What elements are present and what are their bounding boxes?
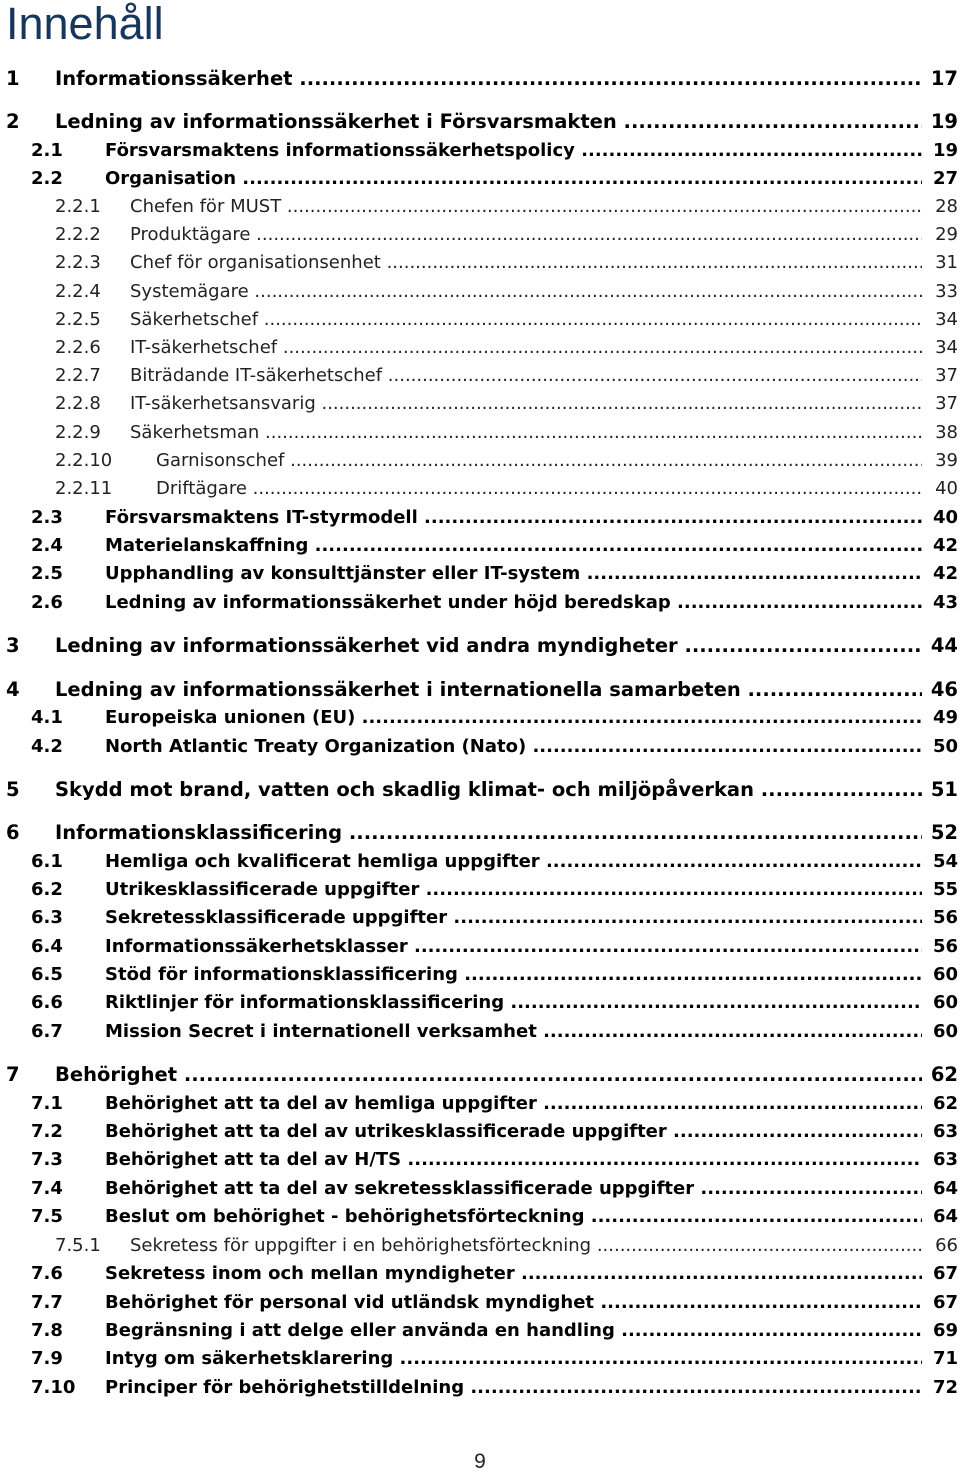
toc-entry-number: 7.7 [31, 1292, 63, 1313]
toc-entry-title: IT-säkerhetschef ..... [130, 335, 922, 361]
toc-entry-number: 2.1 [31, 140, 63, 161]
toc-entry-title: Produktägare ..... [130, 222, 922, 248]
toc-entry-page: 19 [925, 109, 958, 135]
toc-entry-title: Driftägare ..... [156, 476, 922, 502]
toc-entry-number: 5 [6, 778, 20, 801]
toc-entry[interactable] [0, 1019, 960, 1045]
toc-entry[interactable] [0, 1204, 960, 1230]
toc-entry-page: 63 [927, 1119, 958, 1145]
toc-entry[interactable] [0, 279, 960, 305]
toc-entry-title: Ledning av informationssäkerhet i Försvarsmakten ..... [55, 109, 922, 135]
toc-entry-title: Informationssäkerhet ..... [55, 66, 922, 92]
toc-entry-page: 38 [929, 420, 958, 446]
toc-entry-page: 46 [925, 677, 958, 703]
toc-entry[interactable] [0, 250, 960, 276]
toc-entry-title: Organisation ..... [105, 166, 922, 192]
toc-entry-page: 42 [927, 533, 958, 559]
toc-entry-number: 7.5 [31, 1206, 63, 1227]
toc-entry-page: 60 [927, 1019, 958, 1045]
toc-entry-number: 2.2.7 [55, 365, 101, 386]
toc-entry[interactable] [0, 533, 960, 559]
toc-entry-number: 7.8 [31, 1320, 63, 1341]
toc-entry-page: 28 [929, 194, 958, 220]
toc-entry-page: 29 [929, 222, 958, 248]
toc-entry[interactable] [0, 391, 960, 417]
toc-entry-title: Principer för behörighetstilldelning ..... [105, 1375, 922, 1401]
toc-entry-title: Intyg om säkerhetsklarering ..... [105, 1346, 922, 1372]
toc-entry[interactable] [0, 166, 960, 192]
toc-entry-title: Behörighet att ta del av H/TS ..... [105, 1147, 922, 1173]
toc-entry[interactable] [0, 849, 960, 875]
page-number: 9 [474, 1450, 486, 1473]
toc-entry[interactable] [0, 448, 960, 474]
toc-entry-page: 66 [929, 1233, 958, 1259]
toc-entry-title: Behörighet att ta del av hemliga uppgifter ..... [105, 1091, 922, 1117]
toc-entry[interactable] [0, 1176, 960, 1202]
toc-entry-number: 4.2 [31, 736, 63, 757]
toc-entry-page: 60 [927, 990, 958, 1016]
toc-entry-title: Behörighet att ta del av sekretessklassificerade uppgifter ..... [105, 1176, 922, 1202]
toc-entry-title: Mission Secret i internationell verksamhet ..... [105, 1019, 922, 1045]
toc-entry-page: 40 [927, 505, 958, 531]
toc-entry-page: 37 [929, 391, 958, 417]
toc-entry-title: Beslut om behörighet - behörighetsförteckning ..... [105, 1204, 922, 1230]
toc-entry-title: Behörighet att ta del av utrikesklassificerade uppgifter ..... [105, 1119, 922, 1145]
toc-entry-title: Behörighet ..... [55, 1062, 922, 1088]
toc-entry[interactable] [0, 590, 960, 616]
toc-entry[interactable] [0, 905, 960, 931]
toc-entry[interactable] [0, 363, 960, 389]
toc-entry-title: Sekretess för uppgifter i en behörighetsförteckning ..... [130, 1233, 922, 1259]
page-title: Innehåll [6, 0, 164, 49]
toc-entry-number: 4 [6, 678, 20, 701]
toc-entry-title: Biträdande IT-säkerhetschef ..... [130, 363, 922, 389]
toc-entry[interactable] [0, 1233, 960, 1259]
toc-entry-page: 37 [929, 363, 958, 389]
toc-entry-title: Hemliga och kvalificerat hemliga uppgifter ..... [105, 849, 922, 875]
toc-entry-page: 49 [927, 705, 958, 731]
toc-entry-title: Riktlinjer för informationsklassificering ..... [105, 990, 922, 1016]
toc-entry-page: 71 [927, 1346, 958, 1372]
toc-entry[interactable] [0, 307, 960, 333]
toc-entry[interactable] [0, 1290, 960, 1316]
toc-entry[interactable] [0, 877, 960, 903]
toc-entry[interactable] [0, 820, 960, 846]
toc-entry-page: 51 [925, 777, 958, 803]
toc-entry-page: 55 [927, 877, 958, 903]
toc-entry-number: 7.1 [31, 1093, 63, 1114]
toc-entry-title: Systemägare ..... [130, 279, 922, 305]
toc-entry-title: Ledning av informationssäkerhet under höjd beredskap ..... [105, 590, 922, 616]
toc-entry-number: 6.5 [31, 964, 63, 985]
toc-entry-title: Utrikesklassificerade uppgifter ..... [105, 877, 922, 903]
toc-entry[interactable] [0, 1261, 960, 1287]
toc-entry[interactable] [0, 1147, 960, 1173]
toc-entry-title: Upphandling av konsulttjänster eller IT-system ..... [105, 561, 922, 587]
toc-entry[interactable] [0, 1091, 960, 1117]
toc-entry-number: 6.2 [31, 879, 63, 900]
toc-entry[interactable] [0, 335, 960, 361]
toc-entry-page: 27 [927, 166, 958, 192]
toc-entry-page: 31 [929, 250, 958, 276]
toc-entry[interactable] [0, 66, 960, 92]
toc-entry-page: 72 [927, 1375, 958, 1401]
toc-entry-page: 56 [927, 905, 958, 931]
toc-entry-number: 7.3 [31, 1149, 63, 1170]
toc-entry[interactable] [0, 194, 960, 220]
toc-entry[interactable] [0, 934, 960, 960]
toc-entry-number: 6.6 [31, 992, 63, 1013]
toc-entry-title: Sekretess inom och mellan myndigheter ..... [105, 1261, 922, 1287]
toc-entry[interactable] [0, 990, 960, 1016]
toc-entry-page: 34 [929, 307, 958, 333]
toc-entry-page: 33 [929, 279, 958, 305]
toc-entry[interactable] [0, 1318, 960, 1344]
toc-entry-title: IT-säkerhetsansvarig ..... [130, 391, 922, 417]
toc-entry-page: 67 [927, 1290, 958, 1316]
toc-entry-number: 3 [6, 634, 20, 657]
toc-entry-number: 6.3 [31, 907, 63, 928]
toc-entry-number: 2.2.2 [55, 224, 101, 245]
toc-entry-title: Försvarsmaktens IT-styrmodell ..... [105, 505, 922, 531]
toc-entry-page: 56 [927, 934, 958, 960]
toc-entry-number: 2.2.8 [55, 393, 101, 414]
toc-entry[interactable] [0, 705, 960, 731]
toc-entry-page: 40 [929, 476, 958, 502]
toc-entry-title: Begränsning i att delge eller använda en handling ..... [105, 1318, 922, 1344]
toc-entry-page: 67 [927, 1261, 958, 1287]
toc-entry[interactable] [0, 420, 960, 446]
toc-entry-number: 2.3 [31, 507, 63, 528]
toc-entry-title: Ledning av informationssäkerhet i internationella samarbeten ..... [55, 677, 922, 703]
toc-entry-number: 7.4 [31, 1178, 63, 1199]
toc-entry-number: 2.2.10 [55, 450, 113, 471]
toc-entry-page: 54 [927, 849, 958, 875]
toc-entry[interactable] [0, 677, 960, 703]
toc-entry-number: 6.1 [31, 851, 63, 872]
toc-entry-number: 4.1 [31, 707, 63, 728]
toc-entry-title: Behörighet för personal vid utländsk myndighet ..... [105, 1290, 922, 1316]
toc-entry[interactable] [0, 777, 960, 803]
toc-entry[interactable] [0, 138, 960, 164]
toc-entry-title: North Atlantic Treaty Organization (Nato) ..... [105, 734, 922, 760]
toc-entry-title: Skydd mot brand, vatten och skadlig klimat- och miljöpåverkan ..... [55, 777, 922, 803]
toc-entry-number: 2.2.4 [55, 281, 101, 302]
toc-entry-number: 7 [6, 1063, 20, 1086]
toc-entry-page: 64 [927, 1176, 958, 1202]
toc-entry[interactable] [0, 1119, 960, 1145]
toc-entry-title: Informationsklassificering ..... [55, 820, 922, 846]
toc-entry[interactable] [0, 109, 960, 135]
toc-entry-number: 7.2 [31, 1121, 63, 1142]
toc-entry-number: 2.5 [31, 563, 63, 584]
toc-entry-page: 63 [927, 1147, 958, 1173]
toc-entry-number: 2.4 [31, 535, 63, 556]
toc-entry-number: 7.9 [31, 1348, 63, 1369]
toc-entry-title: Chef för organisationsenhet ..... [130, 250, 922, 276]
toc-entry-number: 7.6 [31, 1263, 63, 1284]
toc-entry[interactable] [0, 1375, 960, 1401]
toc-entry-number: 2.6 [31, 592, 63, 613]
toc-entry[interactable] [0, 962, 960, 988]
toc-entry-number: 6.4 [31, 936, 63, 957]
toc-entry-title: Chefen för MUST ..... [130, 194, 922, 220]
toc-entry[interactable] [0, 633, 960, 659]
toc-entry-number: 7.10 [31, 1377, 76, 1398]
toc-entry-number: 2.2.5 [55, 309, 101, 330]
toc-entry[interactable] [0, 222, 960, 248]
toc-entry-number: 2.2.6 [55, 337, 101, 358]
toc-entry[interactable] [0, 476, 960, 502]
toc-entry-page: 50 [927, 734, 958, 760]
toc-entry-page: 62 [927, 1091, 958, 1117]
toc-entry-title: Säkerhetschef ..... [130, 307, 922, 333]
toc-entry-number: 2 [6, 110, 20, 133]
toc-entry-number: 6.7 [31, 1021, 63, 1042]
toc-entry-number: 6 [6, 821, 20, 844]
toc-entry-page: 69 [927, 1318, 958, 1344]
toc-entry-page: 42 [927, 561, 958, 587]
toc-entry-number: 2.2.1 [55, 196, 101, 217]
toc-entry-page: 64 [927, 1204, 958, 1230]
toc-entry-page: 17 [925, 66, 958, 92]
toc-entry-number: 1 [6, 67, 20, 90]
toc-entry-title: Materielanskaffning ..... [105, 533, 922, 559]
toc-entry-number: 2.2.11 [55, 478, 113, 499]
toc-entry-page: 34 [929, 335, 958, 361]
toc-entry-page: 39 [929, 448, 958, 474]
toc-entry[interactable] [0, 1346, 960, 1372]
toc-entry-page: 44 [925, 633, 958, 659]
toc-entry[interactable] [0, 734, 960, 760]
toc-entry-number: 7.5.1 [55, 1235, 101, 1256]
toc-entry[interactable] [0, 1062, 960, 1088]
toc-entry-title: Garnisonschef ..... [156, 448, 922, 474]
toc-entry-title: Ledning av informationssäkerhet vid andra myndigheter ..... [55, 633, 922, 659]
toc-entry-title: Säkerhetsman ..... [130, 420, 922, 446]
toc-entry-title: Försvarsmaktens informationssäkerhetspolicy ..... [105, 138, 922, 164]
toc-entry-title: Informationssäkerhetsklasser ..... [105, 934, 922, 960]
toc-entry-page: 60 [927, 962, 958, 988]
toc-entry-title: Stöd för informationsklassificering ..... [105, 962, 922, 988]
toc-entry-number: 2.2.9 [55, 422, 101, 443]
toc-entry-page: 52 [925, 820, 958, 846]
toc-entry[interactable] [0, 561, 960, 587]
toc-entry-title: Sekretessklassificerade uppgifter ..... [105, 905, 922, 931]
toc-entry-number: 2.2.3 [55, 252, 101, 273]
toc-entry-title: Europeiska unionen (EU) ..... [105, 705, 922, 731]
toc-entry-number: 2.2 [31, 168, 63, 189]
toc-entry-page: 19 [927, 138, 958, 164]
toc-entry-page: 43 [927, 590, 958, 616]
toc-entry[interactable] [0, 505, 960, 531]
toc-entry-page: 62 [925, 1062, 958, 1088]
